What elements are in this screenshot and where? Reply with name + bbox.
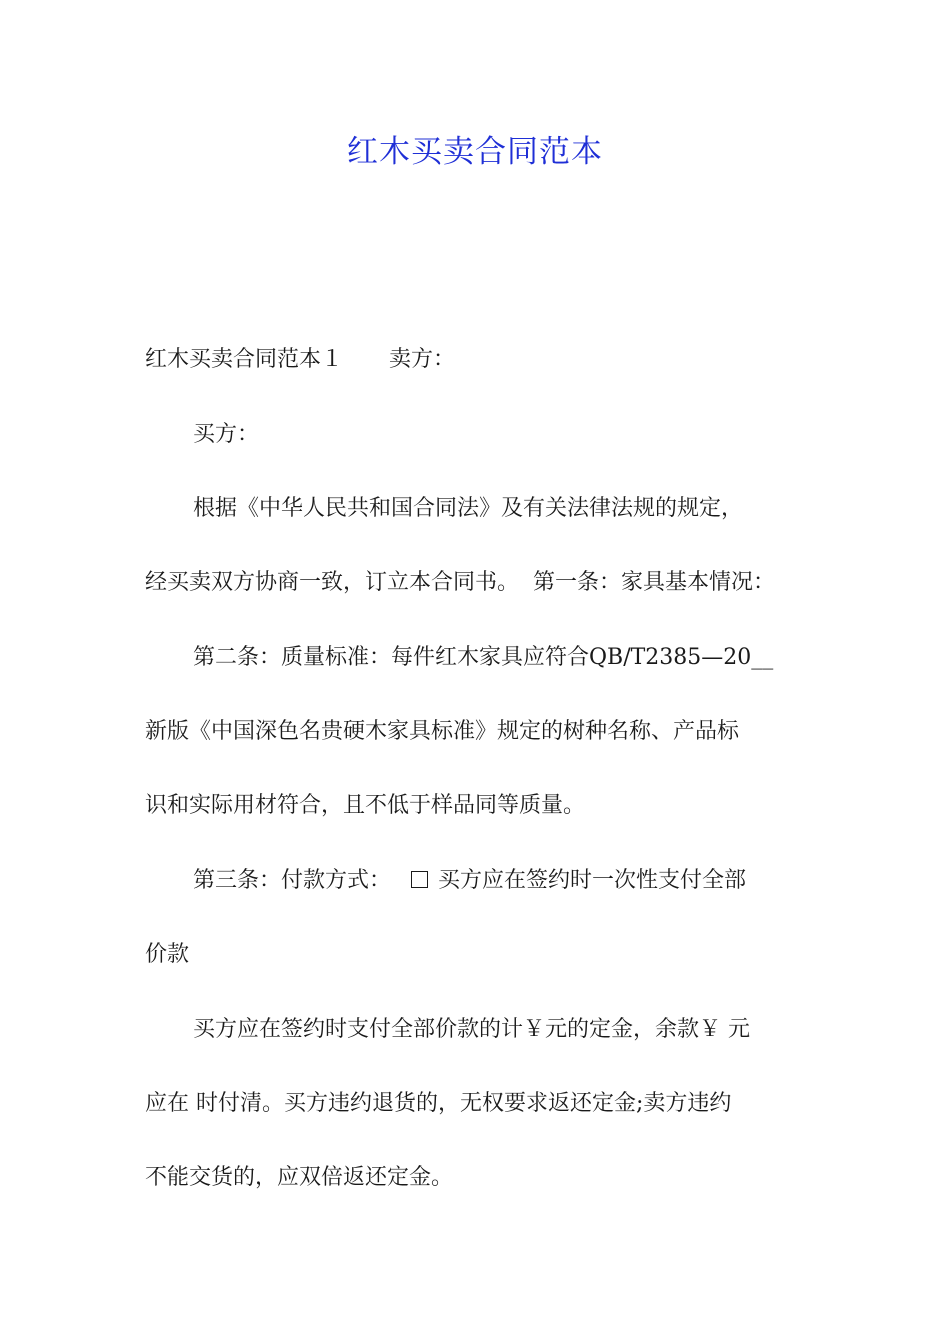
para3-line1 xyxy=(193,861,815,901)
para2-line2: 新版《中国深色名贵硬木家具标准》规定的树种名称、产品标 xyxy=(145,719,740,744)
para1-line2-a: 经买卖双方协商一致，订立本合同书。 xyxy=(145,570,520,595)
seller-label: 卖方： xyxy=(389,347,456,372)
para2-line3: 识和实际用材符合，且不低于样品同等质量。 xyxy=(145,793,586,818)
article3-heading: 第三条：付款方式： xyxy=(193,868,392,893)
para4-line2: 应在 时付清。买方违约退货的，无权要求返还定金;卖方违约 xyxy=(145,1091,732,1116)
para4-line1: 买方应在签约时支付全部价款的计￥元的定金，余款￥ 元 xyxy=(193,1017,750,1042)
article1-heading: 第一条：家具基本情况： xyxy=(533,570,776,595)
payment-option-text: 买方应在签约时一次性支付全部 xyxy=(438,868,747,893)
buyer-label: 买方： xyxy=(193,422,260,447)
contract-name: 红木买卖合同范本１ xyxy=(145,347,344,372)
para3-line2: 价款 xyxy=(145,942,190,967)
para2-line1: 第二条：质量标准：每件红木家具应符合QB/T2385—20__ xyxy=(193,645,774,670)
para1-line1: 根据《中华人民共和国合同法》及有关法律法规的规定， xyxy=(193,496,744,521)
heading-line xyxy=(145,340,815,380)
para4-line3: 不能交货的，应双倍返还定金。 xyxy=(145,1165,454,1190)
para1-line2 xyxy=(145,563,815,603)
document-title: 红木买卖合同范本 xyxy=(347,134,603,170)
checkbox-icon[interactable] xyxy=(411,871,428,888)
